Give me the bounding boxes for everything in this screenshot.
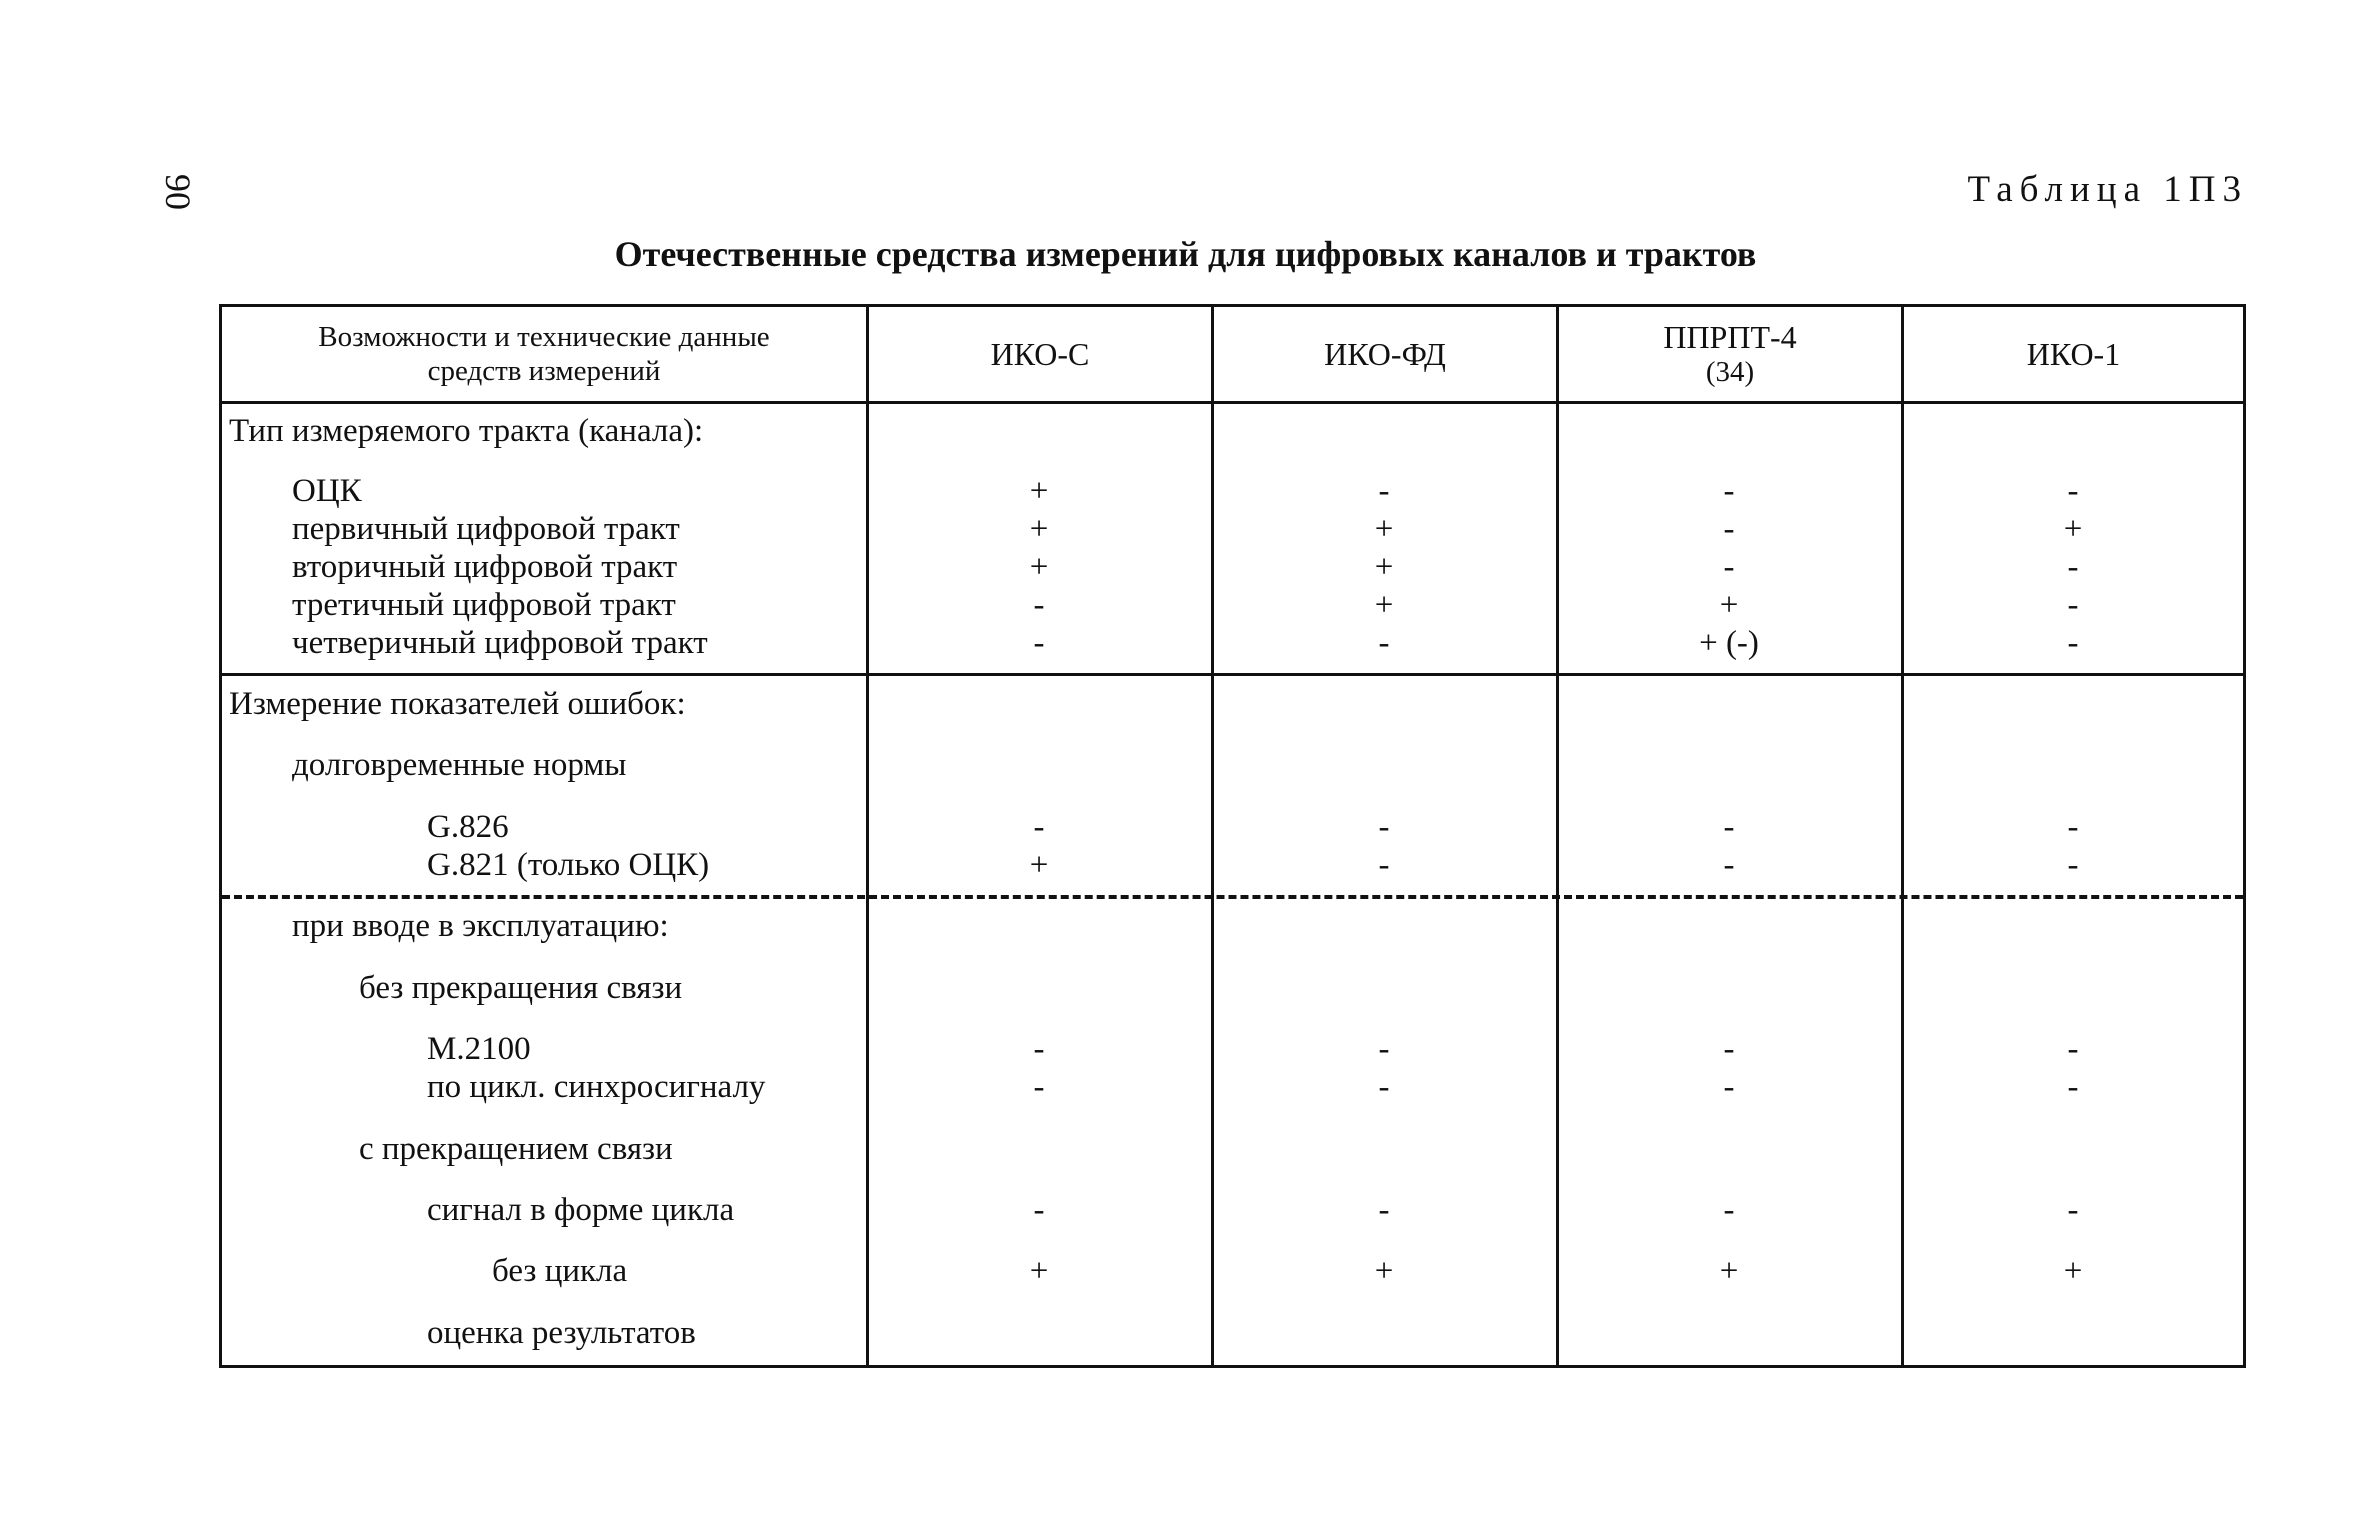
row-label: без прекращения связи — [359, 970, 683, 1006]
dashed-divider — [222, 895, 2243, 899]
support-mark: - — [2067, 1069, 2079, 1105]
support-mark: - — [2067, 625, 2079, 661]
support-mark: + — [1029, 847, 1049, 883]
support-mark: + — [1374, 1253, 1394, 1289]
header-first-line2: средств измерений — [427, 355, 661, 387]
header-iko-fd — [1214, 307, 1556, 401]
support-mark: + — [2063, 1253, 2083, 1289]
support-mark: - — [1378, 1031, 1390, 1067]
support-mark: - — [1033, 587, 1045, 623]
support-mark: + — [1029, 549, 1049, 585]
support-mark: + — [1374, 511, 1394, 547]
support-mark: - — [2067, 1031, 2079, 1067]
support-mark: - — [2067, 549, 2079, 585]
header-iko-s — [869, 307, 1211, 401]
support-mark: - — [1378, 847, 1390, 883]
support-mark: - — [2067, 847, 2079, 883]
support-mark: - — [1723, 847, 1735, 883]
support-mark: + — [1374, 549, 1394, 585]
support-mark: + — [2063, 511, 2083, 547]
support-mark: - — [1033, 1031, 1045, 1067]
row-label: третичный цифровой тракт — [292, 587, 676, 623]
row-label: по цикл. синхросигналу — [427, 1069, 766, 1105]
row-label: ОЦК — [292, 473, 362, 509]
header-pprpt-4 — [1559, 307, 1901, 401]
support-mark: - — [1378, 809, 1390, 845]
support-mark: + — [1029, 1253, 1049, 1289]
page-number: 90 — [158, 174, 198, 210]
support-mark: - — [1378, 625, 1390, 661]
row-label: без цикла — [492, 1253, 628, 1289]
support-mark: - — [1723, 1069, 1735, 1105]
table-title: Отечественные средства измерений для цифровых каналов и трактов — [614, 234, 1757, 274]
column-divider — [1556, 307, 1559, 1365]
section-divider — [222, 673, 2243, 676]
support-mark: + — [1029, 511, 1049, 547]
support-mark: + — [1029, 473, 1049, 509]
header-col3-line2: (34) — [1705, 356, 1755, 388]
support-mark: - — [1723, 511, 1735, 547]
support-mark: - — [1378, 473, 1390, 509]
support-mark: + — [1374, 587, 1394, 623]
support-mark: - — [1723, 1192, 1735, 1228]
row-label: Тип измеряемого тракта (канала): — [229, 413, 704, 449]
support-mark: - — [2067, 473, 2079, 509]
support-mark: - — [1723, 473, 1735, 509]
table-label: Таблица 1П3 — [1967, 169, 2248, 210]
row-label: первичный цифровой тракт — [292, 511, 680, 547]
header-col2-label: ИКО-ФД — [1324, 336, 1446, 372]
row-label: G.821 (только ОЦК) — [427, 847, 710, 883]
measurement-table — [219, 304, 2246, 1368]
row-label: четверичный цифровой тракт — [292, 625, 708, 661]
support-mark: - — [2067, 1192, 2079, 1228]
support-mark: - — [1033, 1192, 1045, 1228]
row-label: M.2100 — [427, 1031, 531, 1067]
header-col4-label: ИКО-1 — [2026, 336, 2121, 372]
header-iko-1 — [1904, 307, 2243, 401]
column-divider — [866, 307, 869, 1365]
support-mark: - — [1723, 549, 1735, 585]
header-col3-line1: ППРПТ-4 — [1663, 319, 1797, 355]
support-mark: - — [2067, 809, 2079, 845]
support-mark: - — [2067, 587, 2079, 623]
row-label: G.826 — [427, 809, 509, 845]
support-mark: - — [1723, 1031, 1735, 1067]
support-mark: + (-) — [1699, 625, 1759, 661]
support-mark: - — [1033, 625, 1045, 661]
header-col1-label: ИКО-С — [990, 336, 1090, 372]
header-divider — [222, 401, 2243, 404]
support-mark: + — [1719, 1253, 1739, 1289]
column-divider — [1211, 307, 1214, 1365]
row-label: с прекращением связи — [359, 1131, 673, 1167]
support-mark: - — [1378, 1069, 1390, 1105]
row-label: вторичный цифровой тракт — [292, 549, 678, 585]
row-label: сигнал в форме цикла — [427, 1192, 735, 1228]
row-label: оценка результатов — [427, 1315, 696, 1351]
support-mark: + — [1719, 587, 1739, 623]
header-first-column — [222, 307, 866, 401]
row-label: Измерение показателей ошибок: — [229, 686, 686, 722]
header-first-line1: Возможности и технические данные — [318, 321, 770, 353]
support-mark: - — [1723, 809, 1735, 845]
support-mark: - — [1378, 1192, 1390, 1228]
column-divider — [1901, 307, 1904, 1365]
row-label: долговременные нормы — [292, 747, 627, 783]
support-mark: - — [1033, 1069, 1045, 1105]
row-label: при вводе в эксплуатацию: — [292, 908, 669, 944]
support-mark: - — [1033, 809, 1045, 845]
